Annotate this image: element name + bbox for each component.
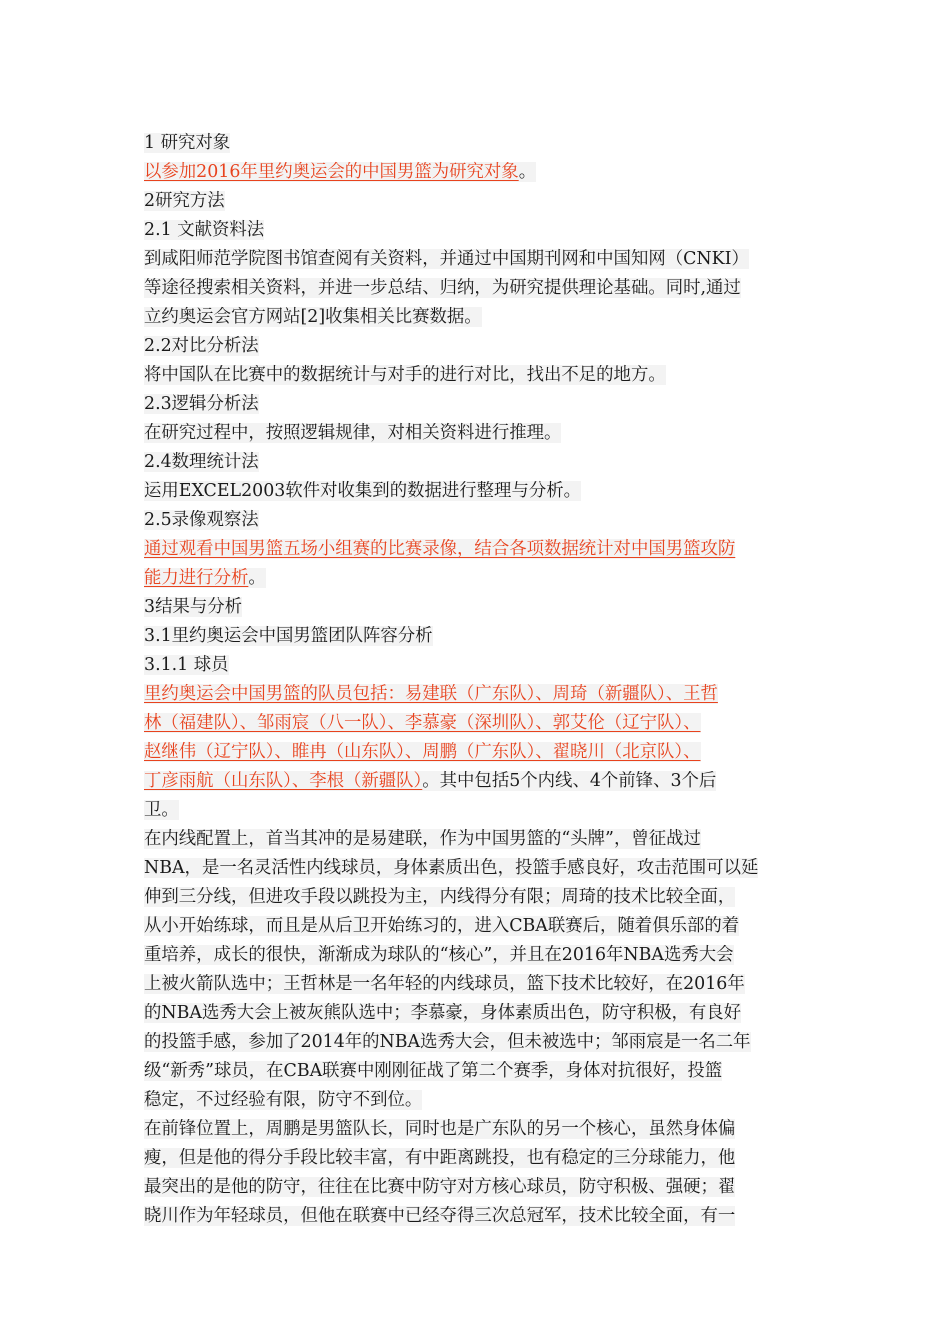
- text-run: 立约奥运会官方网站[2]收集相关比赛数据。: [144, 307, 482, 327]
- text-run: 2.1 文献资料法: [144, 220, 265, 240]
- text-line: [144, 216, 810, 245]
- link-text[interactable]: 丁彦雨航（山东队）、李根（新疆队）: [144, 771, 423, 791]
- text-line: [144, 999, 810, 1028]
- text-line: [144, 709, 810, 738]
- text-line: [144, 1086, 810, 1115]
- text-line: [144, 1173, 810, 1202]
- text-run: 重培养，成长的很快，渐渐成为球队的“核心”，并且在2016年NBA选秀大会: [144, 945, 734, 965]
- text-run: 等途径搜索相关资料，并进一步总结、归纳，为研究提供理论基础。同时,通过: [144, 278, 741, 298]
- text-run: 级“新秀”球员，在CBA联赛中刚刚征战了第二个赛季，身体对抗很好，投篮: [144, 1061, 723, 1081]
- text-line: [144, 593, 810, 622]
- link-text[interactable]: 通过观看中国男篮五场小组赛的比赛录像，结合各项数据统计对中国男篮攻防: [144, 539, 736, 559]
- text-line: [144, 796, 810, 825]
- text-line: [144, 651, 810, 680]
- text-line: [144, 158, 810, 187]
- text-line: [144, 332, 810, 361]
- text-run: 2.4数理统计法: [144, 452, 259, 472]
- text-line: [144, 1057, 810, 1086]
- link-text[interactable]: 赵继伟（辽宁队）、睢冉（山东队）、周鹏（广东队）、翟晓川（北京队）、: [144, 742, 701, 762]
- text-line: [144, 941, 810, 970]
- text-line: [144, 854, 810, 883]
- link-text[interactable]: 林（福建队）、邹雨宸（八一队）、李慕豪（深圳队）、郭艾伦（辽宁队）、: [144, 713, 701, 733]
- text-line: [144, 883, 810, 912]
- text-line: [144, 535, 810, 564]
- text-run: 伸到三分线，但进攻手段以跳投为主，内线得分有限；周琦的技术比较全面，: [144, 887, 736, 907]
- text-run: 卫。: [144, 800, 179, 820]
- text-run: 3.1.1 球员: [144, 655, 229, 675]
- text-line: [144, 738, 810, 767]
- text-run: 1 研究对象: [144, 133, 231, 153]
- text-run: 3.1里约奥运会中国男篮团队阵容分析: [144, 626, 433, 646]
- link-text[interactable]: 里约奥运会中国男篮的队员包括：易建联（广东队）、周琦（新疆队）、王哲: [144, 684, 718, 704]
- text-line: [144, 1028, 810, 1057]
- text-run: 的投篮手感，参加了2014年的NBA选秀大会，但未被选中；邹雨宸是一名二年: [144, 1032, 751, 1052]
- text-run: 最突出的是他的防守，往往在比赛中防守对方核心球员，防守积极、强硬；翟: [144, 1177, 736, 1197]
- text-run: 在内线配置上，首当其冲的是易建联，作为中国男篮的“头牌”，曾征战过: [144, 829, 701, 849]
- link-text[interactable]: 能力进行分析: [144, 568, 249, 588]
- text-run: 2.3逻辑分析法: [144, 394, 259, 414]
- text-run: NBA，是一名灵活性内线球员，身体素质出色，投篮手感良好，攻击范围可以延: [144, 858, 759, 878]
- text-run: 2研究方法: [144, 191, 225, 211]
- text-run: 3结果与分析: [144, 597, 243, 617]
- text-line: [144, 564, 810, 593]
- text-run: 上被火箭队选中；王哲林是一名年轻的内线球员，篮下技术比较好，在2016年: [144, 974, 745, 994]
- text-line: [144, 1202, 810, 1231]
- text-run: 瘦，但是他的得分手段比较丰富，有中距离跳投，也有稳定的三分球能力，他: [144, 1148, 736, 1168]
- text-line: [144, 274, 810, 303]
- text-line: [144, 129, 810, 158]
- text-line: [144, 1144, 810, 1173]
- text-line: [144, 622, 810, 651]
- text-line: [144, 825, 810, 854]
- text-line: [144, 303, 810, 332]
- text-run: 稳定，不过经验有限，防守不到位。: [144, 1090, 423, 1110]
- text-run: 晓川作为年轻球员，但他在联赛中已经夺得三次总冠军，技术比较全面，有一: [144, 1206, 736, 1226]
- text-run: 将中国队在比赛中的数据统计与对手的进行对比，找出不足的地方。: [144, 365, 666, 385]
- text-line: [144, 187, 810, 216]
- text-line: [144, 767, 810, 796]
- text-line: [144, 912, 810, 941]
- text-run: 到咸阳师范学院图书馆查阅有关资料，并通过中国期刊网和中国知网（CNKI）: [144, 249, 749, 269]
- text-line: [144, 680, 810, 709]
- text-line: [144, 506, 810, 535]
- text-line: [144, 419, 810, 448]
- text-run: 在前锋位置上，周鹏是男篮队长，同时也是广东队的另一个核心，虽然身体偏: [144, 1119, 736, 1139]
- text-run: 2.5录像观察法: [144, 510, 259, 530]
- text-run: 的NBA选秀大会上被灰熊队选中；李慕豪，身体素质出色，防守积极，有良好: [144, 1003, 742, 1023]
- text-run: 2.2对比分析法: [144, 336, 259, 356]
- text-line: [144, 390, 810, 419]
- text-run: 从小开始练球，而且是从后卫开始练习的，进入CBA联赛后，随着俱乐部的着: [144, 916, 740, 936]
- text-run: 运用EXCEL2003软件对收集到的数据进行整理与分析。: [144, 481, 582, 501]
- text-run: 在研究过程中，按照逻辑规律，对相关资料进行推理。: [144, 423, 562, 443]
- text-run: 。: [248, 568, 266, 588]
- text-run: 。: [518, 162, 537, 182]
- text-line: [144, 970, 810, 999]
- text-line: [144, 361, 810, 390]
- text-line: [144, 448, 810, 477]
- text-run: 。其中包括5个内线、4个前锋、3个后: [422, 771, 717, 791]
- document-body: [144, 129, 810, 1231]
- link-text[interactable]: 以参加2016年里约奥运会的中国男篮为研究对象: [144, 162, 519, 182]
- text-line: [144, 245, 810, 274]
- text-line: [144, 1115, 810, 1144]
- text-line: [144, 477, 810, 506]
